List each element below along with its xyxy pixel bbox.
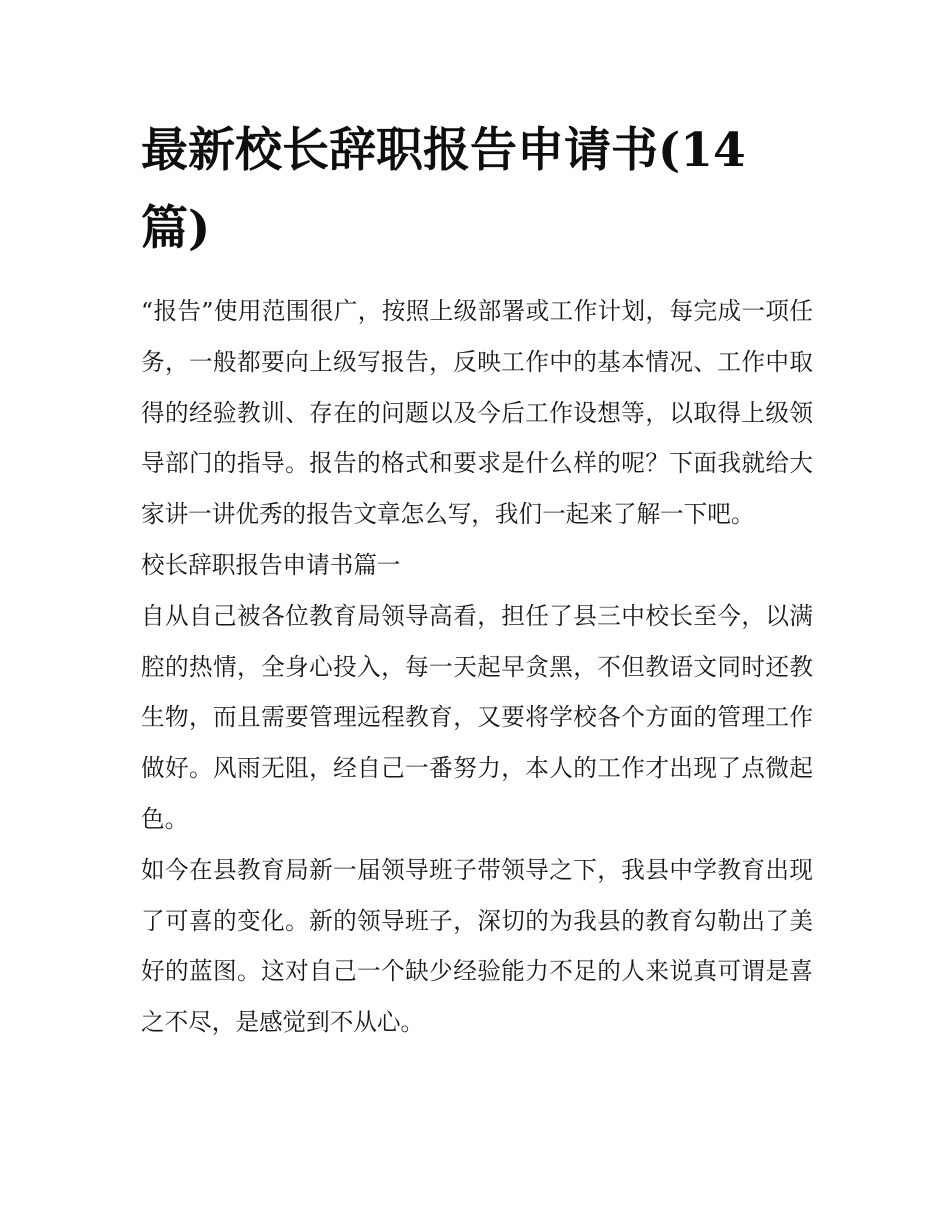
section-heading: 校长辞职报告申请书篇一	[141, 550, 401, 579]
document-body	[141, 112, 813, 1048]
body-paragraph: 自从自己被各位教育局领导高看，担任了县三中校长至今，以满腔的热情，全身心投入，每一天起早贪黑，不但教语文同时还教生物，而且需要管理远程教育，又要将学校各个方面的管理工作做好。风雨无阻，经自己一番努力，本人的工作才出现了点微起色。	[141, 601, 813, 833]
body-paragraph: 如今在县教育局新一届领导班子带领导之下，我县中学教育出现了可喜的变化。新的领导班子，深切的为我县的教育勾勒出了美好的蓝图。这对自己一个缺少经验能力不足的人来说真可谓是喜之不尽，是感觉到不从心。	[141, 855, 813, 1037]
intro-paragraph: “报告”使用范围很广，按照上级部署或工作计划，每完成一项任务，一般都要向上级写报告，反映工作中的基本情况、工作中取得的经验教训、存在的问题以及今后工作设想等，以取得上级领导部门的指导。报告的格式和要求是什么样的呢？下面我就给大家讲一讲优秀的报告文章怎么写，我们一起来了解一下吧。	[141, 297, 813, 529]
document-title: 最新校长辞职报告申请书(14篇)	[141, 123, 746, 256]
